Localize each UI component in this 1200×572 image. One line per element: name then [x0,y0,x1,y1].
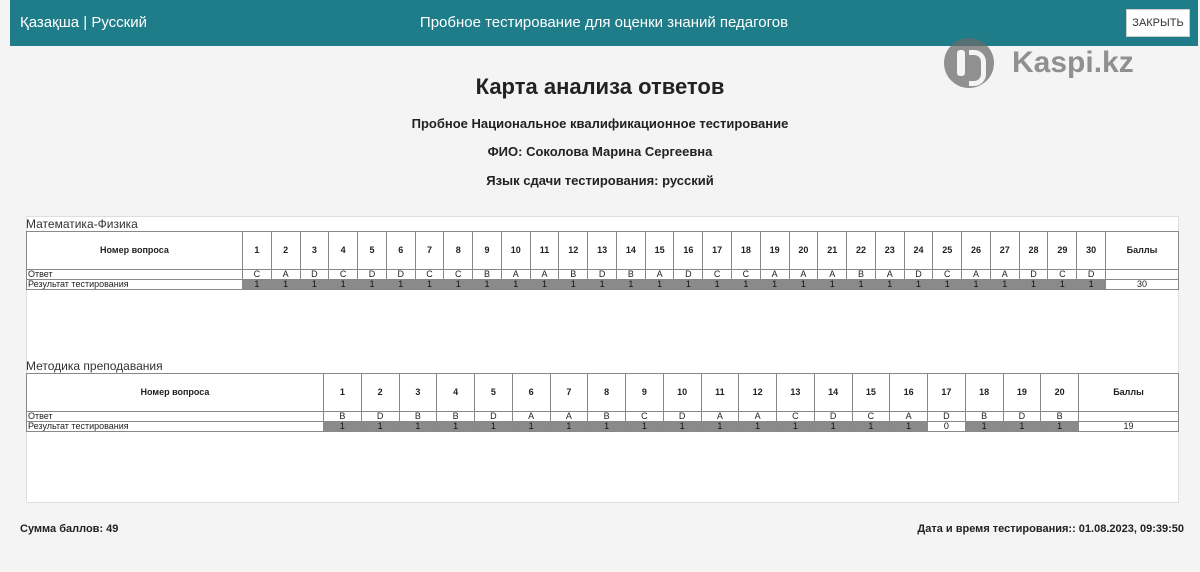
question-number-cell: 10 [663,374,701,412]
question-number-cell: 5 [358,232,387,270]
answer-row-blank [1079,412,1179,422]
answer-cell: A [501,270,530,280]
answer-row [27,412,1179,422]
test-subtitle: Пробное Национальное квалификационное тестирование [411,116,789,131]
question-number-cell: 23 [875,232,904,270]
question-number-cell: 8 [444,232,473,270]
question-number-cell: 24 [904,232,933,270]
answer-cell: A [875,270,904,280]
result-cell: 1 [904,280,933,290]
question-number-cell: 17 [703,232,732,270]
answer-cell: B [965,412,1003,422]
question-number-cell: 16 [674,232,703,270]
question-number-cell: 10 [501,232,530,270]
answer-cell: D [475,412,513,422]
answer-cell: C [1048,270,1077,280]
result-cell: 1 [663,422,701,432]
answer-cell: B [588,412,626,422]
result-cell: 1 [501,280,530,290]
answer-cell: A [550,412,588,422]
question-number-cell: 4 [437,374,475,412]
result-cell: 1 [271,280,300,290]
table-header-row [27,232,1179,270]
result-cell: 1 [415,280,444,290]
question-number-cell: 13 [777,374,815,412]
result-cell: 1 [777,422,815,432]
result-cell: 1 [875,280,904,290]
question-number-cell: 15 [852,374,890,412]
answer-cell: B [473,270,502,280]
result-row-label: Результат тестирования [27,422,324,432]
question-number-cell: 8 [588,374,626,412]
result-cell: 1 [324,422,362,432]
close-button[interactable]: ЗАКРЫТЬ [1126,9,1190,37]
answer-cell: A [701,412,739,422]
points-header: Баллы [1079,374,1179,412]
test-datetime: Дата и время тестирования:: 01.08.2023, 09:39:50 [917,523,1184,535]
answer-cell: C [329,270,358,280]
result-cell: 1 [512,422,550,432]
answer-cell: D [674,270,703,280]
question-number-cell: 14 [814,374,852,412]
table-header-row [27,374,1179,412]
question-number-cell: 22 [847,232,876,270]
question-number-cell: 15 [645,232,674,270]
result-cell: 1 [1019,280,1048,290]
result-cell: 1 [559,280,588,290]
answer-cell: C [626,412,664,422]
answers-table-methodology [26,373,1179,432]
result-cell: 1 [847,280,876,290]
question-number-cell: 11 [530,232,559,270]
question-number-header: Номер вопроса [27,374,324,412]
answer-cell: B [399,412,437,422]
language-switcher [20,14,147,31]
answer-cell: A [789,270,818,280]
section-title-math-physics: Математика-Физика [26,217,138,231]
answer-cell: D [814,412,852,422]
result-cell: 1 [739,422,777,432]
answer-cell: D [361,412,399,422]
result-cell: 1 [1048,280,1077,290]
question-number-cell: 5 [475,374,513,412]
answer-cell: A [645,270,674,280]
lang-separator: | [79,14,92,31]
result-cell: 1 [243,280,272,290]
question-number-cell: 17 [928,374,966,412]
result-cell: 1 [933,280,962,290]
result-cell: 1 [473,280,502,290]
answer-cell: D [588,270,617,280]
result-cell: 1 [530,280,559,290]
result-cell: 1 [732,280,761,290]
result-cell: 1 [1077,280,1106,290]
section-score: 30 [1105,280,1178,290]
points-header: Баллы [1105,232,1178,270]
question-number-header: Номер вопроса [27,232,243,270]
answer-cell: B [1041,412,1079,422]
question-number-cell: 29 [1048,232,1077,270]
answer-cell: B [437,412,475,422]
result-cell: 1 [890,422,928,432]
watermark-text: Kaspi.kz [1012,46,1134,79]
result-cell: 1 [760,280,789,290]
result-cell: 1 [399,422,437,432]
result-cell: 1 [703,280,732,290]
question-number-cell: 7 [550,374,588,412]
answer-cell: B [559,270,588,280]
result-cell: 1 [789,280,818,290]
section-title-methodology: Методика преподавания [26,359,163,373]
question-number-cell: 2 [361,374,399,412]
result-cell: 1 [616,280,645,290]
total-score: Сумма баллов: 49 [20,523,119,535]
question-number-cell: 26 [962,232,991,270]
answer-cell: C [933,270,962,280]
result-cell: 1 [674,280,703,290]
question-number-cell: 18 [732,232,761,270]
lang-russian-link[interactable]: Русский [91,14,147,31]
question-number-cell: 25 [933,232,962,270]
answer-cell: D [1077,270,1106,280]
answers-table-math-physics [26,231,1179,290]
question-number-cell: 12 [739,374,777,412]
answer-cell: A [818,270,847,280]
result-cell: 1 [645,280,674,290]
result-cell: 1 [588,280,617,290]
question-number-cell: 20 [789,232,818,270]
answer-cell: C [243,270,272,280]
result-cell: 1 [358,280,387,290]
answer-cell: C [444,270,473,280]
question-number-cell: 1 [324,374,362,412]
result-cell: 1 [990,280,1019,290]
answer-cell: D [386,270,415,280]
result-cell: 0 [928,422,966,432]
question-number-cell: 30 [1077,232,1106,270]
answer-cell: B [324,412,362,422]
answer-cell: A [990,270,1019,280]
answer-cell: D [1019,270,1048,280]
app-title: Пробное тестирование для оценки знаний педагогов [419,14,789,31]
result-row-label: Результат тестирования [27,280,243,290]
page-title: Карта анализа ответов [475,74,725,99]
lang-kazakh-link[interactable]: Қазақша [20,14,80,31]
result-cell: 1 [965,422,1003,432]
question-number-cell: 28 [1019,232,1048,270]
question-number-cell: 9 [626,374,664,412]
result-cell: 1 [475,422,513,432]
result-cell: 1 [444,280,473,290]
result-cell: 1 [361,422,399,432]
question-number-cell: 14 [616,232,645,270]
answer-cell: B [616,270,645,280]
answer-cell: A [271,270,300,280]
answer-row [27,270,1179,280]
question-number-cell: 19 [760,232,789,270]
answer-row-label: Ответ [27,270,243,280]
question-number-cell: 21 [818,232,847,270]
question-number-cell: 16 [890,374,928,412]
result-cell: 1 [300,280,329,290]
answer-cell: A [962,270,991,280]
result-cell: 1 [852,422,890,432]
result-cell: 1 [701,422,739,432]
answer-cell: B [847,270,876,280]
answer-cell: C [415,270,444,280]
result-cell: 1 [329,280,358,290]
answer-cell: A [512,412,550,422]
question-number-cell: 20 [1041,374,1079,412]
test-language: Язык сдачи тестирования: русский [486,173,714,188]
result-cell: 1 [437,422,475,432]
question-number-cell: 12 [559,232,588,270]
result-cell: 1 [1041,422,1079,432]
result-cell: 1 [626,422,664,432]
answer-cell: A [760,270,789,280]
question-number-cell: 3 [399,374,437,412]
answer-cell: D [1003,412,1041,422]
section-score: 19 [1079,422,1179,432]
question-number-cell: 18 [965,374,1003,412]
question-number-cell: 19 [1003,374,1041,412]
question-number-cell: 4 [329,232,358,270]
answer-cell: A [739,412,777,422]
result-cell: 1 [818,280,847,290]
answer-cell: D [904,270,933,280]
result-cell: 1 [1003,422,1041,432]
result-row [27,280,1179,290]
answer-row-blank [1105,270,1178,280]
result-cell: 1 [588,422,626,432]
question-number-cell: 6 [512,374,550,412]
question-number-cell: 1 [243,232,272,270]
question-number-cell: 27 [990,232,1019,270]
candidate-name: ФИО: Соколова Марина Сергеевна [487,144,713,159]
answer-cell: A [530,270,559,280]
answer-cell: C [703,270,732,280]
result-cell: 1 [386,280,415,290]
result-cell: 1 [550,422,588,432]
answer-cell: D [358,270,387,280]
answer-cell: C [777,412,815,422]
question-number-cell: 6 [386,232,415,270]
answer-cell: C [852,412,890,422]
answer-cell: D [928,412,966,422]
question-number-cell: 2 [271,232,300,270]
question-number-cell: 13 [588,232,617,270]
answer-cell: C [732,270,761,280]
answer-cell: A [890,412,928,422]
answer-row-label: Ответ [27,412,324,422]
question-number-cell: 3 [300,232,329,270]
question-number-cell: 9 [473,232,502,270]
result-row [27,422,1179,432]
result-cell: 1 [814,422,852,432]
answer-cell: D [300,270,329,280]
answer-cell: D [663,412,701,422]
question-number-cell: 7 [415,232,444,270]
result-cell: 1 [962,280,991,290]
question-number-cell: 11 [701,374,739,412]
